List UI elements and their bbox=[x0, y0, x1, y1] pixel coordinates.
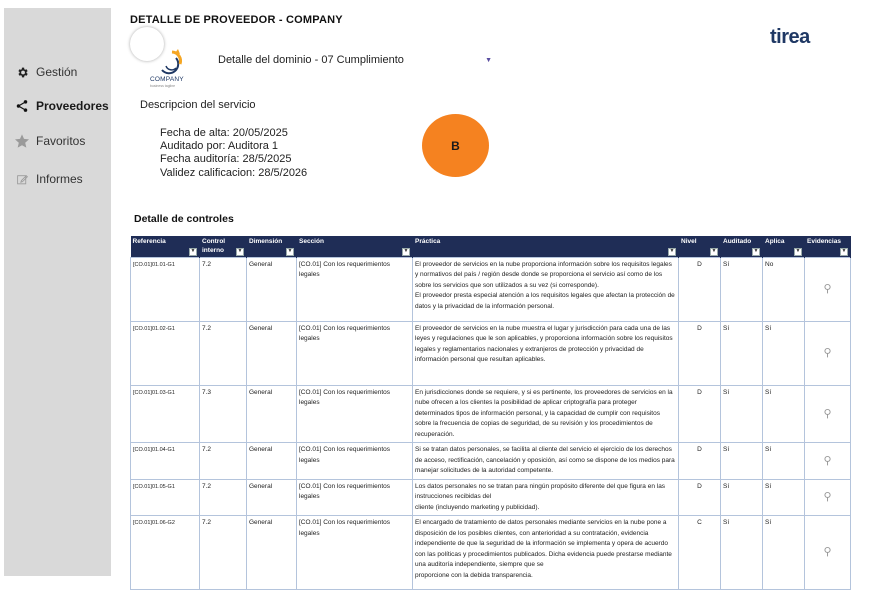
evidence-search-icon[interactable]: ⚲ bbox=[805, 516, 851, 590]
cell-practica bbox=[413, 385, 679, 443]
cell-auditado: Sí bbox=[721, 385, 763, 443]
cell-seccion: [CO.01] Con los requerimientos legales bbox=[297, 257, 413, 321]
cell-seccion: [CO.01] Con los requerimientos legales bbox=[297, 479, 413, 516]
edit-icon bbox=[14, 171, 30, 187]
cell-nivel: D bbox=[679, 385, 721, 443]
cell-aplica: No bbox=[763, 257, 805, 321]
auditado-por: Auditado por: Auditora 1 bbox=[160, 140, 279, 152]
column-header[interactable]: Control interno ▼ bbox=[200, 236, 247, 257]
share-icon bbox=[14, 98, 30, 114]
cell-practica bbox=[413, 257, 679, 321]
column-header[interactable]: Auditado ▼ bbox=[721, 236, 763, 257]
table-row bbox=[131, 385, 851, 443]
evidence-search-icon[interactable]: ⚲ bbox=[805, 479, 851, 516]
sidebar-item-label: Informes bbox=[36, 172, 83, 186]
page-title: DETALLE DE PROVEEDOR - COMPANY bbox=[130, 14, 343, 26]
cell-dimension: General bbox=[247, 257, 297, 321]
cell-control: 7.3 bbox=[200, 385, 247, 443]
practica-text: El encargado de tratamiento de datos personales mediante servicios en la nube pone a disposición de los posibles clientes, con anterioridad a su contratación, evidencia independiente de que la seguridad de la información se implementa y opera de acuerdo con las políticas y procedimientos publicados. Dicha evidencia puede prestarse mediante una auditoría independiente, siempre que se bbox=[415, 519, 672, 568]
cell-practica bbox=[413, 443, 679, 480]
practica-text: cliente (incluyendo marketing y publicidad). bbox=[415, 503, 540, 511]
practica-text: En jurisdicciones donde se requiere, y si es pertinente, los proveedores de servicios en la nube ofrecen a los clientes la posibilidad de aplicar criptografía para proteger determinados tipos de información personal, y la capacidad de cumplir con requisitos sobre la frecuencia de copias de seguridad, de su revisión y los procedimientos de recuperación. bbox=[415, 388, 673, 438]
table-row bbox=[131, 516, 851, 590]
column-header[interactable]: Aplica ▼ bbox=[763, 236, 805, 257]
cell-referencia: [CO.01]01.03-G1 bbox=[131, 385, 200, 443]
cell-seccion: [CO.01] Con los requerimientos legales bbox=[297, 385, 413, 443]
fecha-alta: Fecha de alta: 20/05/2025 bbox=[160, 127, 288, 139]
practica-text: El proveedor presta especial atención a los requisitos legales que afectan la protección de datos y la privacidad de la información personal. bbox=[415, 292, 675, 310]
cell-auditado: Sí bbox=[721, 257, 763, 321]
cell-practica bbox=[413, 321, 679, 385]
cell-auditado: Sí bbox=[721, 443, 763, 480]
evidence-search-icon[interactable]: ⚲ bbox=[805, 443, 851, 480]
practica-text: Si se tratan datos personales, se facilita al cliente del servicio el ejercicio de los derechos de acceso, rectificación, cancelación y oposición, así como se dispone de los medios para manejar solicitudes de la autoridad competente. bbox=[415, 446, 675, 474]
cell-control: 7.2 bbox=[200, 516, 247, 590]
grade-badge bbox=[422, 114, 489, 177]
fecha-auditoria: Fecha auditoría: 28/5/2025 bbox=[160, 153, 292, 165]
cell-seccion: [CO.01] Con los requerimientos legales bbox=[297, 443, 413, 480]
cell-auditado: Sí bbox=[721, 321, 763, 385]
column-header[interactable]: Evidencias ▼ bbox=[805, 236, 851, 257]
cell-aplica: Sí bbox=[763, 321, 805, 385]
cell-dimension: General bbox=[247, 321, 297, 385]
brand-logo: tirea bbox=[770, 26, 810, 48]
cell-dimension: General bbox=[247, 479, 297, 516]
column-header[interactable]: Práctica ▼ bbox=[413, 236, 679, 257]
cell-auditado: Sí bbox=[721, 516, 763, 590]
cell-aplica: Sí bbox=[763, 516, 805, 590]
cell-nivel: D bbox=[679, 479, 721, 516]
cell-dimension: General bbox=[247, 385, 297, 443]
practica-text: proporcione con la debida transparencia. bbox=[415, 571, 533, 579]
filter-dropdown-icon[interactable]: ▼ bbox=[287, 248, 293, 254]
column-header[interactable]: Referencia ▼ bbox=[131, 236, 200, 257]
cell-referencia: [CO.01]01.05-G1 bbox=[131, 479, 200, 516]
table-row bbox=[131, 479, 851, 516]
cell-referencia: [CO.01]01.04-G1 bbox=[131, 443, 200, 480]
cell-referencia: [CO.01]01.02-G1 bbox=[131, 321, 200, 385]
sidebar-item-favoritos[interactable] bbox=[14, 133, 85, 149]
cell-aplica: Sí bbox=[763, 479, 805, 516]
cell-aplica: Sí bbox=[763, 443, 805, 480]
company-tagline: business tagline bbox=[150, 84, 176, 88]
filter-dropdown-icon[interactable]: ▼ bbox=[795, 248, 801, 254]
filter-dropdown-icon[interactable]: ▼ bbox=[669, 248, 675, 254]
sidebar-item-label: Proveedores bbox=[36, 99, 109, 113]
cell-dimension: General bbox=[247, 443, 297, 480]
sidebar-item-gestion[interactable] bbox=[14, 64, 77, 80]
cell-practica bbox=[413, 516, 679, 590]
service-description-label: Descripcion del servicio bbox=[140, 99, 256, 111]
sidebar-item-proveedores[interactable] bbox=[14, 98, 109, 114]
sidebar-item-label: Gestión bbox=[36, 65, 78, 79]
cell-nivel: D bbox=[679, 257, 721, 321]
company-name: COMPANY bbox=[150, 76, 184, 83]
table-header-row bbox=[131, 236, 851, 257]
cell-seccion: [CO.01] Con los requerimientos legales bbox=[297, 516, 413, 590]
cell-aplica: Sí bbox=[763, 385, 805, 443]
cell-seccion: [CO.01] Con los requerimientos legales bbox=[297, 321, 413, 385]
sidebar bbox=[4, 8, 111, 576]
sidebar-item-label: Favoritos bbox=[36, 134, 86, 148]
controls-title: Detalle de controles bbox=[134, 213, 234, 225]
column-header[interactable]: Dimensión ▼ bbox=[247, 236, 297, 257]
filter-dropdown-icon[interactable]: ▼ bbox=[711, 248, 717, 254]
evidence-search-icon[interactable]: ⚲ bbox=[805, 385, 851, 443]
gear-icon bbox=[14, 64, 30, 80]
cell-dimension: General bbox=[247, 516, 297, 590]
practica-text: El proveedor de servicios en la nube muestra el lugar y jurisdicción para cada una de las leyes y regulaciones que le son aplicables, y proporciona información sobre los requisitos legales y reglamentarios nacionales y extranjeros de protección y privacidad de información personal que resultan aplicables. bbox=[415, 324, 673, 363]
practica-text: Los datos personales no se tratan para ningún propósito diferente del que figura en las instrucciones recibidas del bbox=[415, 482, 666, 500]
filter-dropdown-icon[interactable]: ▼ bbox=[237, 248, 243, 254]
domain-select[interactable] bbox=[218, 52, 496, 68]
cell-referencia: [CO.01]01.06-G2 bbox=[131, 516, 200, 590]
table-row bbox=[131, 257, 851, 321]
evidence-search-icon[interactable]: ⚲ bbox=[805, 257, 851, 321]
grade-value: B bbox=[451, 138, 460, 153]
cell-auditado: Sí bbox=[721, 479, 763, 516]
filter-dropdown-icon[interactable]: ▼ bbox=[753, 248, 759, 254]
cell-control: 7.2 bbox=[200, 257, 247, 321]
cell-control: 7.2 bbox=[200, 443, 247, 480]
validez-calificacion: Validez calificacion: 28/5/2026 bbox=[160, 167, 308, 179]
controls-table bbox=[130, 236, 851, 590]
filter-dropdown-icon[interactable]: ▼ bbox=[190, 248, 196, 254]
cell-nivel: D bbox=[679, 443, 721, 480]
caret-down-icon: ▼ bbox=[485, 56, 492, 64]
sidebar-item-informes[interactable] bbox=[14, 171, 83, 187]
cell-control: 7.2 bbox=[200, 321, 247, 385]
filter-dropdown-icon[interactable]: ▼ bbox=[841, 248, 847, 254]
evidence-search-icon[interactable]: ⚲ bbox=[805, 321, 851, 385]
cell-nivel: C bbox=[679, 516, 721, 590]
cell-referencia: [CO.01]01.01-G1 bbox=[131, 257, 200, 321]
column-header[interactable]: Sección ▼ bbox=[297, 236, 413, 257]
table-row bbox=[131, 443, 851, 480]
cell-nivel: D bbox=[679, 321, 721, 385]
filter-dropdown-icon[interactable]: ▼ bbox=[403, 248, 409, 254]
domain-select-value: Detalle del dominio - 07 Cumplimiento bbox=[218, 54, 404, 66]
cell-practica bbox=[413, 479, 679, 516]
practica-text: El proveedor de servicios en la nube proporciona información sobre los requisitos legales y normativos del país / región desde donde se proporciona el servicio así como de los sobre los servicios que son utilizados a su vez (si corresponde). bbox=[415, 260, 672, 289]
table-row bbox=[131, 321, 851, 385]
cell-control: 7.2 bbox=[200, 479, 247, 516]
star-icon bbox=[14, 133, 30, 149]
column-header[interactable]: Nivel ▼ bbox=[679, 236, 721, 257]
